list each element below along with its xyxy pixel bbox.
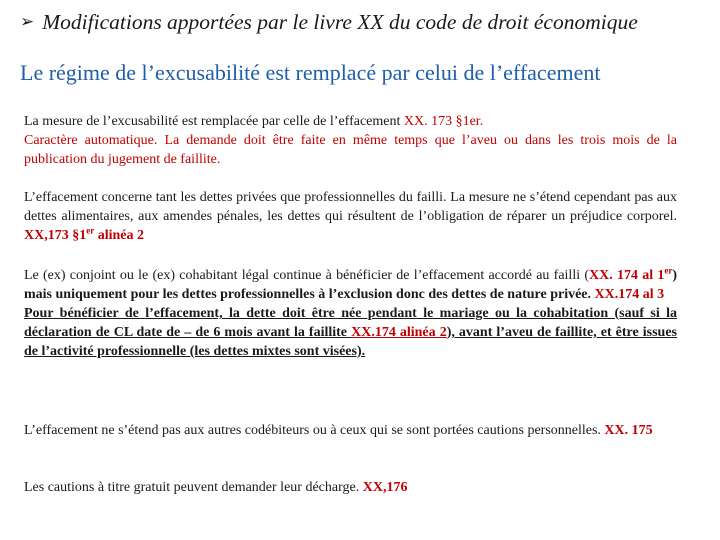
paragraph-5: [24, 478, 677, 497]
p1-reference: XX. 173 §1er.: [403, 114, 484, 129]
p4-text: L’effacement ne s’étend pas aux autres codébiteurs ou à ceux qui se sont portées cautions personnelles.: [24, 423, 605, 438]
p3-text-c: Pour bénéficier de l’effacement, la dette doit être née pendant le mariage ou la cohabitation (sauf si la déclaration de CL date de – de 6 mois avant la faillite: [24, 306, 677, 340]
slide-subtitle: Le régime de l’excusabilité est remplacé par celui de l’effacement: [20, 60, 601, 85]
p3-text-d: ), avant l’aveu de faillite, et être issues de l’activité professionnelle (les dettes mixtes sont visées).: [24, 325, 678, 359]
paragraph-1: [24, 112, 677, 169]
heading-text: Modifications apportées par le livre XX du code de droit économique: [42, 10, 638, 34]
p3-text-a: Le (ex) conjoint ou le (ex) cohabitant légal continue à bénéficier de l’effacement accordé au failli (: [24, 268, 589, 283]
p4-reference: XX. 175: [604, 423, 653, 438]
p2-reference: XX,173 §1er alinéa 2: [24, 225, 145, 243]
arrow-bullet-icon: ➢: [20, 12, 35, 31]
p3-reference-3: XX.174 alinéa 2: [351, 325, 447, 340]
slide-heading: [20, 10, 710, 35]
paragraph-4: [24, 421, 677, 440]
p3-text-b: ) mais uniquement pour les dettes professionnelles à l’exclusion donc des dettes de nature privée.: [24, 268, 677, 302]
p5-text: Les cautions à titre gratuit peuvent demander leur décharge.: [24, 480, 363, 495]
paragraph-3: [24, 266, 677, 361]
p5-reference: XX,176: [362, 480, 408, 495]
paragraph-2: [24, 188, 677, 245]
p1-automatic-text: Caractère automatique. La demande doit être faite en même temps que l’aveu ou dans les trois mois de la publication du jugement de faillite.: [24, 133, 677, 167]
p3-reference-2: XX.174 al 3: [594, 287, 665, 302]
p2-text: L’effacement concerne tant les dettes privées que professionnelles du failli. La mesure ne s’étend cependant pas aux dettes alimentaires, aux amendes pénales, les dettes qui résultent de l’obligation de réparer un préjudice corporel.: [24, 190, 677, 224]
p3-reference-1: XX. 174 al 1er: [589, 265, 673, 283]
p1-text: La mesure de l’excusabilité est remplacée par celle de l’effacement: [24, 114, 404, 129]
